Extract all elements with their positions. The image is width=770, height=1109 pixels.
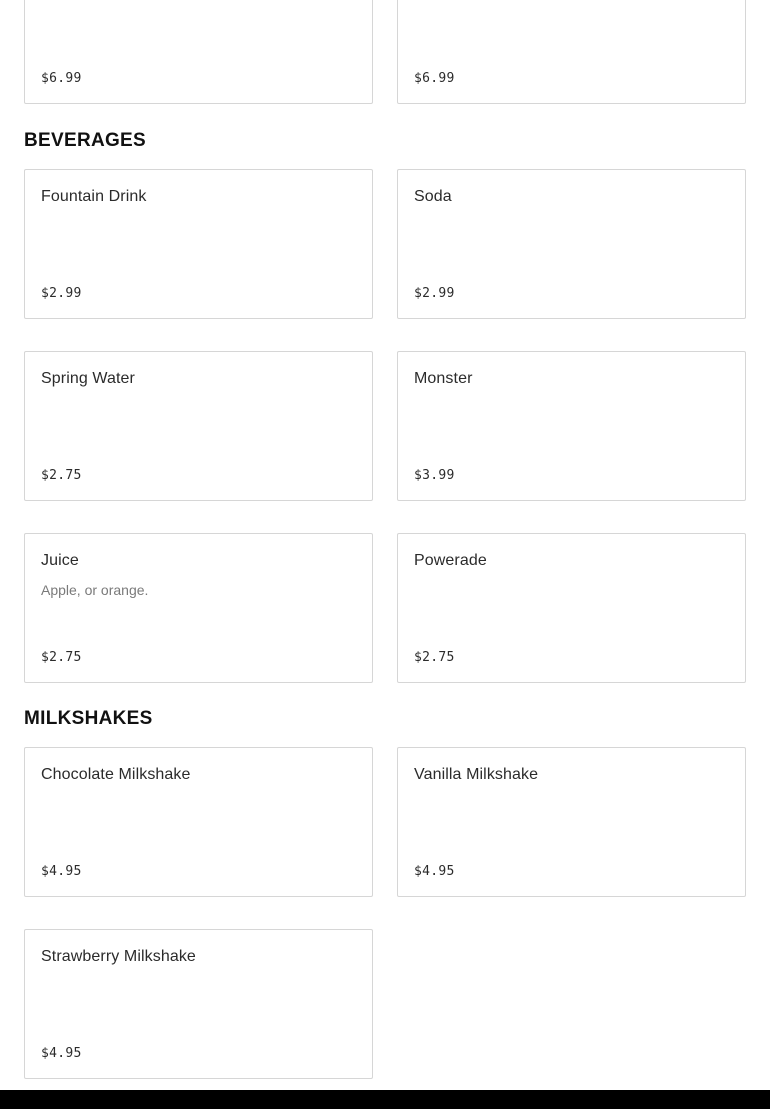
item-name: Strawberry Milkshake xyxy=(41,948,196,965)
item-price: $4.95 xyxy=(41,864,82,879)
menu-item-card[interactable] xyxy=(24,0,373,104)
item-price: $4.95 xyxy=(41,1046,82,1061)
item-price: $2.99 xyxy=(414,286,455,301)
item-description: Apple, or orange. xyxy=(41,582,149,598)
item-price: $6.99 xyxy=(414,71,455,86)
menu-item-vanilla-milkshake[interactable] xyxy=(397,747,746,897)
menu-item-fountain-drink[interactable] xyxy=(24,169,373,319)
bottom-bar xyxy=(0,1090,770,1109)
item-name: Spring Water xyxy=(41,370,135,387)
item-name: Monster xyxy=(414,370,473,387)
menu-item-chocolate-milkshake[interactable] xyxy=(24,747,373,897)
item-price: $2.75 xyxy=(41,650,82,665)
item-name: Juice xyxy=(41,552,79,569)
item-name: Chocolate Milkshake xyxy=(41,766,191,783)
section-title-milkshakes: MILKSHAKES xyxy=(24,708,153,729)
item-price: $2.75 xyxy=(41,468,82,483)
item-name: Powerade xyxy=(414,552,487,569)
menu-item-soda[interactable] xyxy=(397,169,746,319)
menu-item-juice[interactable] xyxy=(24,533,373,683)
menu-item-powerade[interactable] xyxy=(397,533,746,683)
item-name: Fountain Drink xyxy=(41,188,147,205)
menu-item-monster[interactable] xyxy=(397,351,746,501)
item-name: Vanilla Milkshake xyxy=(414,766,539,783)
item-name: Soda xyxy=(414,188,452,205)
section-title-beverages: BEVERAGES xyxy=(24,130,147,151)
item-price: $3.99 xyxy=(414,468,455,483)
item-price: $6.99 xyxy=(41,71,82,86)
item-price: $2.75 xyxy=(414,650,455,665)
item-price: $4.95 xyxy=(414,864,455,879)
item-price: $2.99 xyxy=(41,286,82,301)
menu-item-spring-water[interactable] xyxy=(24,351,373,501)
menu-item-card[interactable] xyxy=(397,0,746,104)
menu-item-strawberry-milkshake[interactable] xyxy=(24,929,373,1079)
